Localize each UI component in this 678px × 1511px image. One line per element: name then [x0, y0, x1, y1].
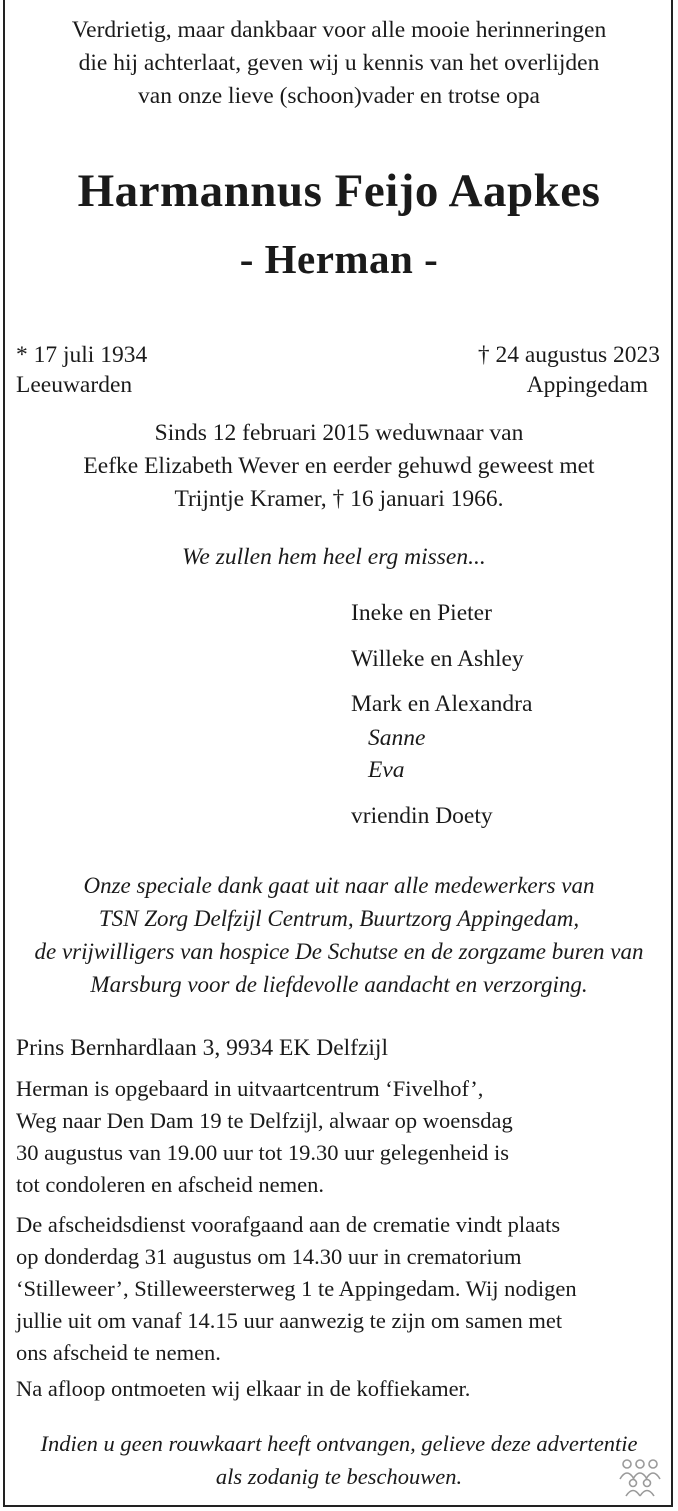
viewing-line: 30 augustus van 19.00 uur tot 19.30 uur gelegenheid is — [16, 1140, 510, 1165]
service-line: ons afscheid te nemen. — [16, 1340, 221, 1365]
intro-line: van onze lieve (schoon)vader en trotse opa — [138, 83, 540, 109]
thanks-text — [0, 869, 678, 1001]
service-line: op donderdag 31 augustus om 14.30 uur in crematorium — [16, 1244, 522, 1269]
mourner-name: vriendin Doety — [351, 803, 493, 829]
mourner-name: Ineke en Pieter — [351, 600, 492, 626]
viewing-line: tot condoleren en afscheid nemen. — [16, 1172, 325, 1197]
deceased-nickname: - Herman - — [239, 236, 439, 282]
home-address: Prins Bernhardlaan 3, 9934 EK Delfzijl — [16, 1035, 388, 1061]
viewing-line: Weg naar Den Dam 19 te Delfzijl, alwaar op woensdag — [16, 1108, 513, 1133]
viewing-paragraph — [16, 1073, 656, 1201]
thanks-line: de vrijwilligers van hospice De Schutse en de zorgzame buren van — [34, 939, 644, 964]
death-place: Appingedam — [526, 372, 648, 398]
notice-line: Indien u geen rouwkaart heeft ontvangen, gelieve deze advertentie — [40, 1431, 638, 1456]
service-line: ‘Stilleweer’, Stilleweersterweg 1 te Appingedam. Wij nodigen — [16, 1276, 577, 1301]
birth-place: Leeuwarden — [16, 372, 133, 398]
notice-line: als zodanig te beschouwen. — [215, 1464, 463, 1489]
spouse-info — [0, 417, 678, 516]
death-date: † 24 augustus 2023 — [477, 342, 660, 368]
service-line: De afscheidsdienst voorafgaand aan de crematie vindt plaats — [16, 1212, 561, 1237]
spouse-line: Eefke Elizabeth Wever en eerder gehuwd geweest met — [83, 453, 595, 479]
spouse-line: Sinds 12 februari 2015 weduwnaar van — [154, 420, 524, 446]
people-group-icon — [616, 1457, 664, 1497]
intro-line: die hij achterlaat, geven wij u kennis van het overlijden — [78, 50, 600, 76]
grandchild-name: Eva — [368, 757, 405, 783]
thanks-line: TSN Zorg Delfzijl Centrum, Buurtzorg Appingedam, — [98, 906, 580, 931]
thanks-line: Marsburg voor de liefdevolle aandacht en verzorging. — [90, 972, 588, 997]
mourner-name: Mark en Alexandra — [351, 691, 533, 717]
coffee-note: Na afloop ontmoeten wij elkaar in de koffiekamer. — [16, 1376, 471, 1401]
thanks-line: Onze speciale dank gaat uit naar alle medewerkers van — [83, 873, 595, 898]
viewing-line: Herman is opgebaard in uitvaartcentrum ‘Fivelhof’, — [16, 1076, 484, 1101]
intro-line: Verdrietig, maar dankbaar voor alle mooie herinneringen — [71, 17, 607, 43]
grandchild-name: Sanne — [368, 725, 426, 751]
deceased-name: Harmannus Feijo Aapkes — [77, 165, 601, 217]
spouse-line: Trijntje Kramer, † 16 januari 1966. — [174, 486, 504, 512]
service-paragraph — [16, 1209, 656, 1369]
intro-text — [0, 14, 678, 113]
service-line: jullie uit om vanaf 14.15 uur aanwezig te zijn om samen met — [16, 1308, 563, 1333]
motto: We zullen hem heel erg missen... — [182, 544, 486, 570]
rouwkaart-notice — [0, 1427, 678, 1493]
birth-date: * 17 juli 1934 — [16, 342, 148, 368]
mourner-name: Willeke en Ashley — [351, 646, 524, 672]
